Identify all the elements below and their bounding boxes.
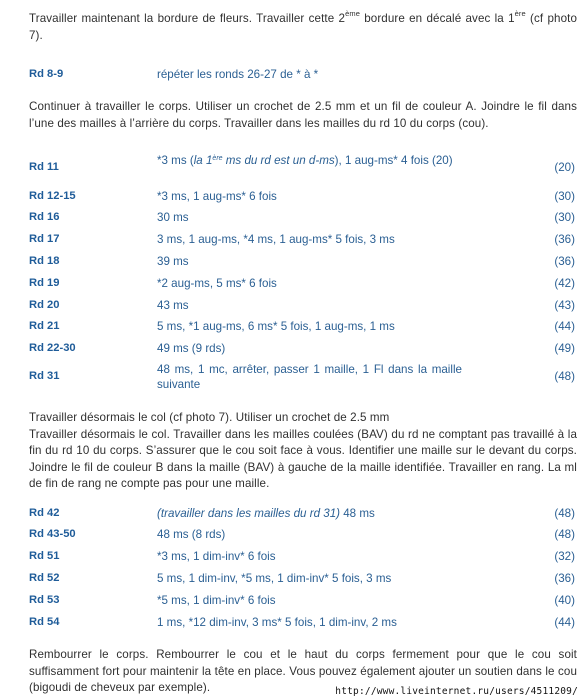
row-label: Rd 43-50: [29, 528, 76, 540]
row-count: (43): [554, 299, 575, 312]
row-label: Rd 54: [29, 616, 60, 628]
row-instruction: [157, 506, 462, 521]
row-instruction: 48 ms (8 rds): [157, 528, 226, 541]
row-instruction: [157, 153, 462, 168]
row-instruction: 39 ms: [157, 255, 189, 268]
row-count: (48): [554, 528, 575, 541]
row-label: Rd 22-30: [29, 342, 76, 354]
row-rd-51: [29, 549, 575, 567]
row-count: (30): [554, 211, 575, 224]
intro-paragraph: [29, 11, 577, 44]
row-rd-31: [29, 362, 575, 391]
intro-sup-2: ère: [514, 9, 526, 18]
row-rd-16: [29, 210, 575, 228]
instr-part: 48 ms: [340, 507, 375, 520]
instr-em: la 1: [193, 154, 213, 167]
row-label: Rd 51: [29, 550, 60, 562]
row-instruction: 48 ms, 1 mc, arrêter, passer 1 maille, 1 Fl dans la maille suivante: [157, 363, 462, 391]
row-count: (44): [554, 616, 575, 629]
row-label: Rd 19: [29, 277, 60, 289]
row-label: Rd 17: [29, 233, 60, 245]
row-rd-8-9: [29, 67, 575, 85]
row-label: Rd 20: [29, 299, 60, 311]
row-count: (44): [554, 320, 575, 333]
row-instruction: 30 ms: [157, 211, 189, 224]
row-instruction: 1 ms, *12 dim-inv, 3 ms* 5 fois, 1 dim-inv, 2 ms: [157, 616, 397, 629]
row-rd-19: [29, 276, 575, 294]
row-rd-21: [29, 319, 575, 337]
instr-em-sup: ère: [212, 155, 223, 162]
row-rd-17: [29, 232, 575, 250]
row-label: Rd 53: [29, 594, 60, 606]
final-text: Rembourrer le corps. Rembourrer le cou et le haut du corps fermement pour que le cou soit suffisamment fort pour maintenir la tête en place. Vous pouvez également ajouter un soutien dans le cou (bigoudi de cheveux par exemple).: [29, 648, 577, 694]
row-count: (20): [554, 161, 575, 174]
row-instruction: répéter les ronds 26-27 de * à *: [157, 68, 319, 81]
row-rd-18: [29, 254, 575, 272]
instr-part: ), 1 aug-ms* 4 fois (20): [334, 154, 453, 167]
row-instruction: *3 ms, 1 dim-inv* 6 fois: [157, 550, 276, 563]
row-count: (36): [554, 255, 575, 268]
row-instruction: *5 ms, 1 dim-inv* 6 fois: [157, 594, 276, 607]
row-rd-54: [29, 615, 575, 633]
row-label: Rd 16: [29, 211, 60, 223]
row-rd-43-50: [29, 527, 575, 545]
row-instruction: 5 ms, *1 aug-ms, 6 ms* 5 fois, 1 aug-ms, 1 ms: [157, 320, 395, 333]
row-instruction: *3 ms, 1 aug-ms* 6 fois: [157, 190, 277, 203]
row-rd-12-15: [29, 189, 575, 207]
row-rd-22-30: [29, 341, 575, 359]
row-rd-52: [29, 571, 575, 589]
row-rd-42: [29, 506, 575, 524]
row-count: (49): [554, 342, 575, 355]
row-rd-53: [29, 593, 575, 611]
intro-text-3: (cf photo 7).: [29, 12, 577, 42]
row-label: Rd 8-9: [29, 68, 64, 80]
row-label: Rd 52: [29, 572, 60, 584]
col-intro-line-2: Travailler désormais le col. Travailler dans les mailles coulées (BAV) du rd ne comptant pas travaillé à la fin du rd 10 du corps. S’assurer que le cou soit face à vous. Identifier une maille sur le devant du corps. Joindre le fil de couleur B dans la maille (BAV) à gauche de la maille identifiée. Travailler en rang. La ml de fin de rang ne compte pas pour une maille.: [29, 427, 577, 490]
col-intro-paragraph: [29, 410, 577, 493]
col-intro-line-1: Travailler désormais le col (cf photo 7). Utiliser un crochet de 2.5 mm: [29, 411, 390, 424]
row-rd-20: [29, 298, 575, 316]
row-count: (36): [554, 233, 575, 246]
intro-text-2: bordure en décalé avec la 1: [359, 12, 515, 25]
row-count: (48): [554, 370, 575, 383]
instr-part: *3 ms (: [157, 154, 194, 167]
row-label: Rd 42: [29, 507, 60, 519]
row-instruction: 43 ms: [157, 299, 189, 312]
row-label: Rd 31: [29, 370, 60, 382]
row-instruction: 49 ms (9 rds): [157, 342, 226, 355]
row-count: (42): [554, 277, 575, 290]
row-count: (36): [554, 572, 575, 585]
source-url-watermark: http://www.liveinternet.ru/users/4511209/: [335, 686, 578, 697]
instr-em: (travailler dans les mailles du rd 31): [157, 507, 340, 520]
intro-text-1: Travailler maintenant la bordure de fleurs. Travailler cette 2: [29, 12, 346, 25]
instr-em: ms du rd est un d-ms: [222, 154, 335, 167]
row-label: Rd 18: [29, 255, 60, 267]
row-instruction: 3 ms, 1 aug-ms, *4 ms, 1 aug-ms* 5 fois, 3 ms: [157, 233, 395, 246]
row-count: (40): [554, 594, 575, 607]
row-label: Rd 12-15: [29, 190, 76, 202]
row-label: Rd 21: [29, 320, 60, 332]
body-intro-paragraph: [29, 99, 577, 132]
row-count: (30): [554, 190, 575, 203]
row-instruction: 5 ms, 1 dim-inv, *5 ms, 1 dim-inv* 5 fois, 3 ms: [157, 572, 392, 585]
row-rd-11: [29, 153, 575, 174]
intro-sup-1: ème: [345, 9, 360, 18]
row-label: Rd 11: [29, 161, 59, 173]
row-count: (48): [554, 507, 575, 520]
row-instruction: *2 aug-ms, 5 ms* 6 fois: [157, 277, 277, 290]
body-intro-text: Continuer à travailler le corps. Utiliser un crochet de 2.5 mm et un fil de couleur A. Joindre le fil dans l’une des mailles à l’arrière du corps. Travailler dans les mailles du rd 10 du corps (cou).: [29, 100, 577, 130]
row-count: (32): [554, 550, 575, 563]
